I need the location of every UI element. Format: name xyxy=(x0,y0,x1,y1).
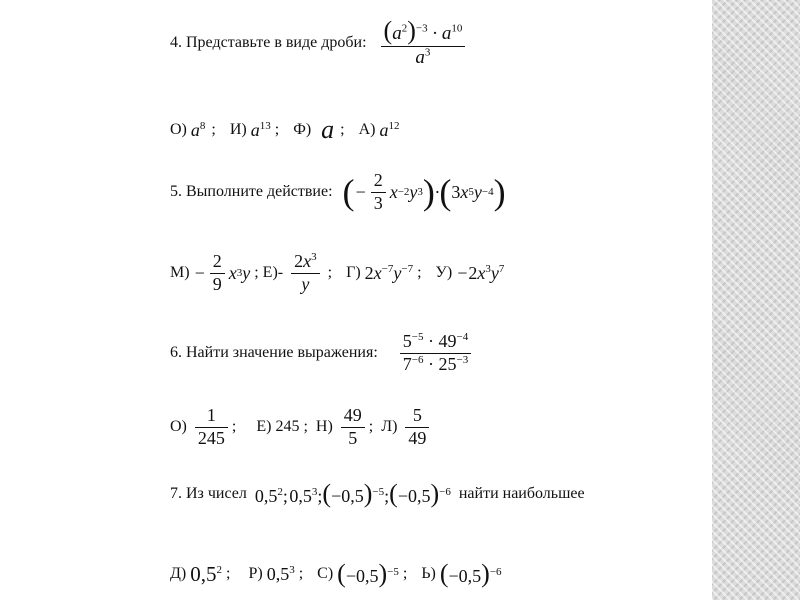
separator: ; xyxy=(274,121,280,138)
answer-option: $\frac{5}{49}$ xyxy=(401,406,433,449)
question-7-label: 7. Из чисел xyxy=(170,485,247,502)
answer-option: $(-0,5)^{-5}$ xyxy=(337,559,399,588)
answer-option: $a^{13}$ xyxy=(250,119,271,140)
question-5-label: 5. Выполните действие: xyxy=(170,183,333,200)
answer-label: С) xyxy=(317,565,334,582)
answer-label: У) xyxy=(435,264,453,281)
question-5 xyxy=(170,166,506,218)
answer-option: a xyxy=(321,115,335,144)
answer-option: $a^{12}$ xyxy=(379,119,400,140)
answer-option: $\frac{2x^3}{y}$ xyxy=(287,252,324,295)
separator: ; xyxy=(417,264,422,281)
answer-label: А) xyxy=(358,121,376,138)
question-7-expression: $0,5^2$; $0,5^3;(-0,5)^{-5};(-0,5)^{-6}$ xyxy=(254,479,451,508)
answer-option: $2x^{-7}y^{-7}$ xyxy=(364,262,414,283)
question-5-answers: М) − $\frac{2}{9}$ x 3 y ; Е)- $\frac{2x^3}{y}$ ; Г) $2x^{-7}y^{-7}$ ; У) $-2x^3y^7$ xyxy=(170,250,505,294)
separator: ; xyxy=(226,565,231,582)
separator: ; xyxy=(340,121,345,138)
answer-label: Л) xyxy=(381,418,398,435)
separator: ; xyxy=(231,418,237,435)
answer-option: − $\frac{2}{9}$ x 3 y xyxy=(193,250,251,294)
separator: ; xyxy=(211,121,216,138)
separator: ; xyxy=(368,418,374,435)
question-7 xyxy=(170,474,585,514)
answer-label: Р) xyxy=(248,565,263,582)
answer-label: О) xyxy=(170,121,187,138)
question-4-label: 4. Представьте в виде дроби: xyxy=(170,34,367,51)
separator: ; xyxy=(402,565,408,582)
question-7-answers xyxy=(170,554,502,594)
answer-label: О) xyxy=(170,418,187,435)
question-6-expression: $\frac{5^{-5} \cdot 49^{-4}}{7^{-6} \cdot 25^{-3}}$ xyxy=(400,332,471,375)
answer-label: М) xyxy=(170,264,190,281)
answer-label: Е) 245 ; xyxy=(256,418,308,435)
separator: ; xyxy=(298,565,304,582)
question-6-answers xyxy=(170,400,433,454)
answer-label: И) xyxy=(229,121,247,138)
answer-option: $a^8$ xyxy=(190,119,206,140)
decorative-stripe xyxy=(712,0,800,600)
question-6 xyxy=(170,322,475,384)
answer-label: Г) xyxy=(346,264,361,281)
answer-option: $0,5^3$ xyxy=(266,563,295,584)
question-4 xyxy=(170,8,469,78)
answer-option: $0,5^2$ xyxy=(190,561,222,586)
answer-label: Ф) xyxy=(293,121,312,138)
question-7-label-tail: найти наибольшее xyxy=(458,485,585,502)
separator: ; xyxy=(254,264,259,281)
answer-option: $-2x^3y^7$ xyxy=(456,262,505,283)
question-6-label: 6. Найти значение выражения: xyxy=(170,344,378,361)
answer-option: $\frac{1}{245}$ xyxy=(191,406,232,449)
answer-label: Н) xyxy=(315,418,333,435)
question-5-expression: ( − $\frac{2}{3}$ x −2 y 3 ) · ( 3 x 5 y −4 ) xyxy=(342,169,506,213)
answer-label: Д) xyxy=(170,565,187,582)
question-4-expression: $\frac{(a^2)^{-3} \cdot a^{10}}{a^3}$ xyxy=(381,18,466,69)
answer-option: $\frac{49}{5}$ xyxy=(337,406,369,449)
answer-label: Е)- xyxy=(262,264,284,281)
answer-option: $(-0,5)^{-6}$ xyxy=(439,559,502,588)
question-4-answers xyxy=(170,112,400,148)
answer-label: Ь) xyxy=(421,565,436,582)
